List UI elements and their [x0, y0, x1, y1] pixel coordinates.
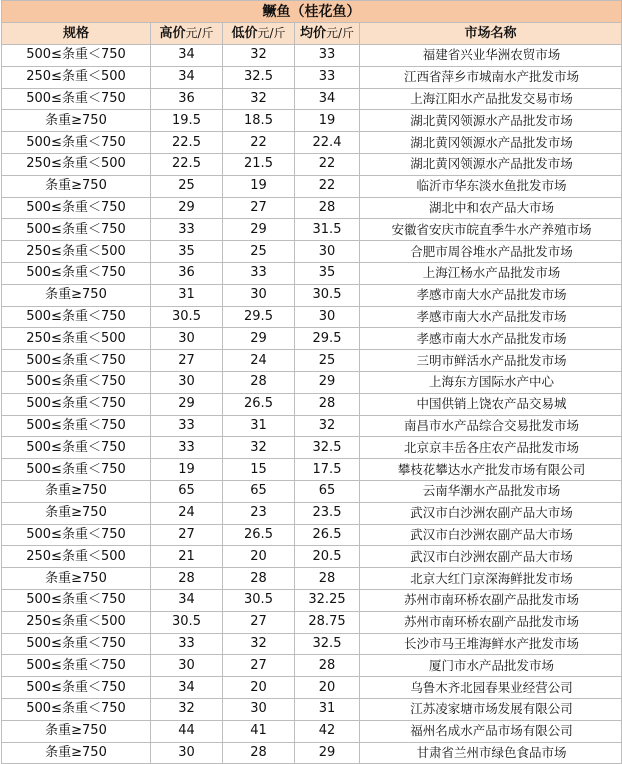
cell-avg: 32	[295, 415, 360, 437]
table-row	[2, 437, 622, 459]
cell-low: 15	[223, 459, 295, 481]
cell-market: 孝感市南大水产品批发市场	[360, 284, 622, 306]
header-low-unit: 元/斤	[257, 26, 286, 40]
cell-spec: 500≤条重＜750	[2, 306, 151, 328]
cell-avg: 32.5	[295, 633, 360, 655]
cell-spec: 500≤条重＜750	[2, 633, 151, 655]
cell-spec: 500≤条重＜750	[2, 677, 151, 699]
cell-spec: 条重≥750	[2, 110, 151, 132]
cell-avg: 23.5	[295, 502, 360, 524]
cell-avg: 34	[295, 88, 360, 110]
cell-high: 24	[151, 502, 223, 524]
cell-spec: 500≤条重＜750	[2, 262, 151, 284]
cell-market: 孝感市南大水产品批发市场	[360, 328, 622, 350]
cell-avg: 28	[295, 393, 360, 415]
cell-low: 29.5	[223, 306, 295, 328]
cell-market: 湖北中和农产品大市场	[360, 197, 622, 219]
cell-spec: 500≤条重＜750	[2, 393, 151, 415]
cell-low: 26.5	[223, 393, 295, 415]
cell-high: 22.5	[151, 153, 223, 175]
cell-market: 福州名成水产品市场有限公司	[360, 720, 622, 742]
cell-market: 孝感市南大水产品批发市场	[360, 306, 622, 328]
header-low-label: 低价	[231, 26, 258, 41]
cell-avg: 31	[295, 698, 360, 720]
table-row	[2, 655, 622, 677]
cell-spec: 250≤条重＜500	[2, 153, 151, 175]
cell-avg: 25	[295, 350, 360, 372]
cell-high: 19.5	[151, 110, 223, 132]
cell-avg: 35	[295, 262, 360, 284]
cell-avg: 30	[295, 306, 360, 328]
cell-market: 攀枝花攀达水产批发市场有限公司	[360, 459, 622, 481]
cell-market: 合肥市周谷堆水产品批发市场	[360, 241, 622, 263]
cell-low: 29	[223, 328, 295, 350]
cell-market: 安徽省安庆市皖直季牛水产养殖市场	[360, 219, 622, 241]
cell-spec: 500≤条重＜750	[2, 88, 151, 110]
table-row	[2, 197, 622, 219]
cell-low: 32.5	[223, 66, 295, 88]
cell-high: 21	[151, 546, 223, 568]
cell-spec: 500≤条重＜750	[2, 132, 151, 154]
cell-spec: 500≤条重＜750	[2, 655, 151, 677]
table-row	[2, 262, 622, 284]
table-row	[2, 132, 622, 154]
cell-low: 32	[223, 633, 295, 655]
cell-market: 苏州市南环桥农副产品批发市场	[360, 589, 622, 611]
cell-high: 22.5	[151, 132, 223, 154]
cell-avg: 30	[295, 241, 360, 263]
cell-low: 25	[223, 241, 295, 263]
table-row	[2, 524, 622, 546]
cell-avg: 29	[295, 371, 360, 393]
cell-high: 33	[151, 219, 223, 241]
cell-high: 30.5	[151, 611, 223, 633]
cell-low: 24	[223, 350, 295, 372]
table-row	[2, 306, 622, 328]
cell-avg: 22.4	[295, 132, 360, 154]
cell-spec: 条重≥750	[2, 568, 151, 590]
table-row	[2, 328, 622, 350]
cell-avg: 28	[295, 197, 360, 219]
cell-high: 30.5	[151, 306, 223, 328]
header-high-label: 高价	[159, 26, 186, 41]
header-market: 市场名称	[360, 23, 622, 45]
cell-low: 18.5	[223, 110, 295, 132]
cell-market: 云南华潮水产品批发市场	[360, 480, 622, 502]
header-avg-label: 均价	[299, 26, 326, 41]
cell-high: 33	[151, 415, 223, 437]
cell-low: 28	[223, 568, 295, 590]
table-row	[2, 502, 622, 524]
cell-high: 36	[151, 262, 223, 284]
cell-low: 30	[223, 284, 295, 306]
table-row	[2, 350, 622, 372]
cell-market: 武汉市白沙洲农副产品大市场	[360, 546, 622, 568]
cell-high: 44	[151, 720, 223, 742]
cell-high: 30	[151, 328, 223, 350]
cell-market: 福建省兴业华洲农贸市场	[360, 45, 622, 67]
cell-market: 武汉市白沙洲农副产品大市场	[360, 524, 622, 546]
cell-high: 33	[151, 633, 223, 655]
cell-market: 乌鲁木齐北园春果业经营公司	[360, 677, 622, 699]
cell-avg: 20.5	[295, 546, 360, 568]
cell-high: 29	[151, 197, 223, 219]
cell-high: 65	[151, 480, 223, 502]
table-title: 鳜鱼（桂花鱼）	[2, 1, 622, 23]
cell-spec: 500≤条重＜750	[2, 219, 151, 241]
cell-low: 26.5	[223, 524, 295, 546]
cell-avg: 32.25	[295, 589, 360, 611]
table-row	[2, 66, 622, 88]
cell-high: 27	[151, 524, 223, 546]
table-row	[2, 611, 622, 633]
cell-high: 28	[151, 568, 223, 590]
cell-low: 20	[223, 677, 295, 699]
table-row	[2, 45, 622, 67]
cell-market: 甘肃省兰州市绿色食品市场	[360, 742, 622, 764]
cell-market: 南昌市水产品综合交易批发市场	[360, 415, 622, 437]
cell-high: 36	[151, 88, 223, 110]
cell-avg: 32.5	[295, 437, 360, 459]
cell-low: 27	[223, 197, 295, 219]
cell-low: 29	[223, 219, 295, 241]
cell-avg: 28.75	[295, 611, 360, 633]
cell-spec: 250≤条重＜500	[2, 328, 151, 350]
cell-avg: 22	[295, 175, 360, 197]
price-sheet	[1, 0, 621, 764]
cell-market: 长沙市马王堆海鲜水产批发市场	[360, 633, 622, 655]
cell-spec: 500≤条重＜750	[2, 524, 151, 546]
cell-spec: 500≤条重＜750	[2, 698, 151, 720]
cell-market: 上海江杨水产品批发市场	[360, 262, 622, 284]
cell-avg: 30.5	[295, 284, 360, 306]
cell-high: 34	[151, 66, 223, 88]
cell-spec: 条重≥750	[2, 480, 151, 502]
cell-avg: 33	[295, 66, 360, 88]
cell-low: 31	[223, 415, 295, 437]
cell-high: 34	[151, 45, 223, 67]
cell-spec: 250≤条重＜500	[2, 241, 151, 263]
cell-low: 65	[223, 480, 295, 502]
header-avg	[295, 23, 360, 45]
table-row	[2, 742, 622, 764]
cell-spec: 500≤条重＜750	[2, 437, 151, 459]
cell-spec: 条重≥750	[2, 720, 151, 742]
cell-avg: 28	[295, 655, 360, 677]
cell-avg: 28	[295, 568, 360, 590]
cell-low: 30.5	[223, 589, 295, 611]
cell-market: 三明市鲜活水产品批发市场	[360, 350, 622, 372]
cell-spec: 250≤条重＜500	[2, 66, 151, 88]
cell-high: 34	[151, 677, 223, 699]
cell-market: 苏州市南环桥农副产品批发市场	[360, 611, 622, 633]
table-row	[2, 633, 622, 655]
cell-market: 湖北黄冈领源水产品批发市场	[360, 110, 622, 132]
cell-market: 中国供销上饶农产品交易城	[360, 393, 622, 415]
table-row	[2, 480, 622, 502]
cell-avg: 19	[295, 110, 360, 132]
table-row	[2, 284, 622, 306]
cell-spec: 条重≥750	[2, 175, 151, 197]
cell-spec: 条重≥750	[2, 284, 151, 306]
cell-market: 临沂市华东淡水鱼批发市场	[360, 175, 622, 197]
table-row	[2, 371, 622, 393]
cell-avg: 42	[295, 720, 360, 742]
cell-low: 32	[223, 45, 295, 67]
cell-high: 35	[151, 241, 223, 263]
cell-spec: 250≤条重＜500	[2, 611, 151, 633]
cell-market: 武汉市白沙洲农副产品大市场	[360, 502, 622, 524]
cell-avg: 65	[295, 480, 360, 502]
cell-low: 41	[223, 720, 295, 742]
cell-avg: 29	[295, 742, 360, 764]
header-spec: 规格	[2, 23, 151, 45]
table-row	[2, 175, 622, 197]
table-body	[2, 45, 622, 764]
cell-high: 30	[151, 742, 223, 764]
cell-spec: 500≤条重＜750	[2, 197, 151, 219]
table-row	[2, 110, 622, 132]
cell-high: 34	[151, 589, 223, 611]
table-row	[2, 415, 622, 437]
cell-high: 19	[151, 459, 223, 481]
cell-avg: 17.5	[295, 459, 360, 481]
table-row	[2, 88, 622, 110]
cell-low: 23	[223, 502, 295, 524]
cell-high: 25	[151, 175, 223, 197]
table-row	[2, 589, 622, 611]
cell-avg: 22	[295, 153, 360, 175]
title-row	[2, 1, 622, 23]
cell-market: 北京京丰岳各庄农产品批发市场	[360, 437, 622, 459]
cell-high: 30	[151, 655, 223, 677]
cell-low: 27	[223, 611, 295, 633]
cell-low: 20	[223, 546, 295, 568]
cell-market: 湖北黄冈领源水产品批发市场	[360, 132, 622, 154]
cell-high: 33	[151, 437, 223, 459]
cell-avg: 29.5	[295, 328, 360, 350]
cell-market: 北京大红门京深海鲜批发市场	[360, 568, 622, 590]
cell-spec: 条重≥750	[2, 742, 151, 764]
header-avg-unit: 元/斤	[325, 26, 355, 40]
cell-market: 江西省萍乡市城南水产批发市场	[360, 66, 622, 88]
cell-low: 30	[223, 698, 295, 720]
cell-market: 江苏凌家塘市场发展有限公司	[360, 698, 622, 720]
cell-avg: 31.5	[295, 219, 360, 241]
header-high	[151, 23, 223, 45]
cell-high: 31	[151, 284, 223, 306]
cell-high: 32	[151, 698, 223, 720]
price-table	[1, 0, 622, 764]
cell-low: 32	[223, 88, 295, 110]
cell-spec: 250≤条重＜500	[2, 546, 151, 568]
cell-high: 29	[151, 393, 223, 415]
cell-spec: 500≤条重＜750	[2, 415, 151, 437]
cell-low: 28	[223, 371, 295, 393]
header-low	[223, 23, 295, 45]
cell-low: 28	[223, 742, 295, 764]
cell-avg: 26.5	[295, 524, 360, 546]
cell-spec: 条重≥750	[2, 502, 151, 524]
header-high-unit: 元/斤	[185, 26, 214, 40]
table-row	[2, 153, 622, 175]
cell-low: 27	[223, 655, 295, 677]
cell-high: 27	[151, 350, 223, 372]
table-row	[2, 698, 622, 720]
cell-avg: 20	[295, 677, 360, 699]
table-row	[2, 677, 622, 699]
table-row	[2, 241, 622, 263]
cell-market: 厦门市水产品批发市场	[360, 655, 622, 677]
cell-market: 上海东方国际水产中心	[360, 371, 622, 393]
cell-low: 21.5	[223, 153, 295, 175]
cell-market: 上海江阳水产品批发交易市场	[360, 88, 622, 110]
cell-spec: 500≤条重＜750	[2, 371, 151, 393]
cell-avg: 33	[295, 45, 360, 67]
table-row	[2, 219, 622, 241]
cell-spec: 500≤条重＜750	[2, 459, 151, 481]
header-row	[2, 23, 622, 45]
table-row	[2, 393, 622, 415]
cell-spec: 500≤条重＜750	[2, 45, 151, 67]
table-row	[2, 720, 622, 742]
cell-low: 33	[223, 262, 295, 284]
cell-spec: 500≤条重＜750	[2, 350, 151, 372]
cell-low: 19	[223, 175, 295, 197]
cell-low: 32	[223, 437, 295, 459]
cell-low: 22	[223, 132, 295, 154]
table-row	[2, 546, 622, 568]
cell-spec: 500≤条重＜750	[2, 589, 151, 611]
table-row	[2, 459, 622, 481]
cell-market: 湖北黄冈领源水产品批发市场	[360, 153, 622, 175]
table-row	[2, 568, 622, 590]
cell-high: 30	[151, 371, 223, 393]
